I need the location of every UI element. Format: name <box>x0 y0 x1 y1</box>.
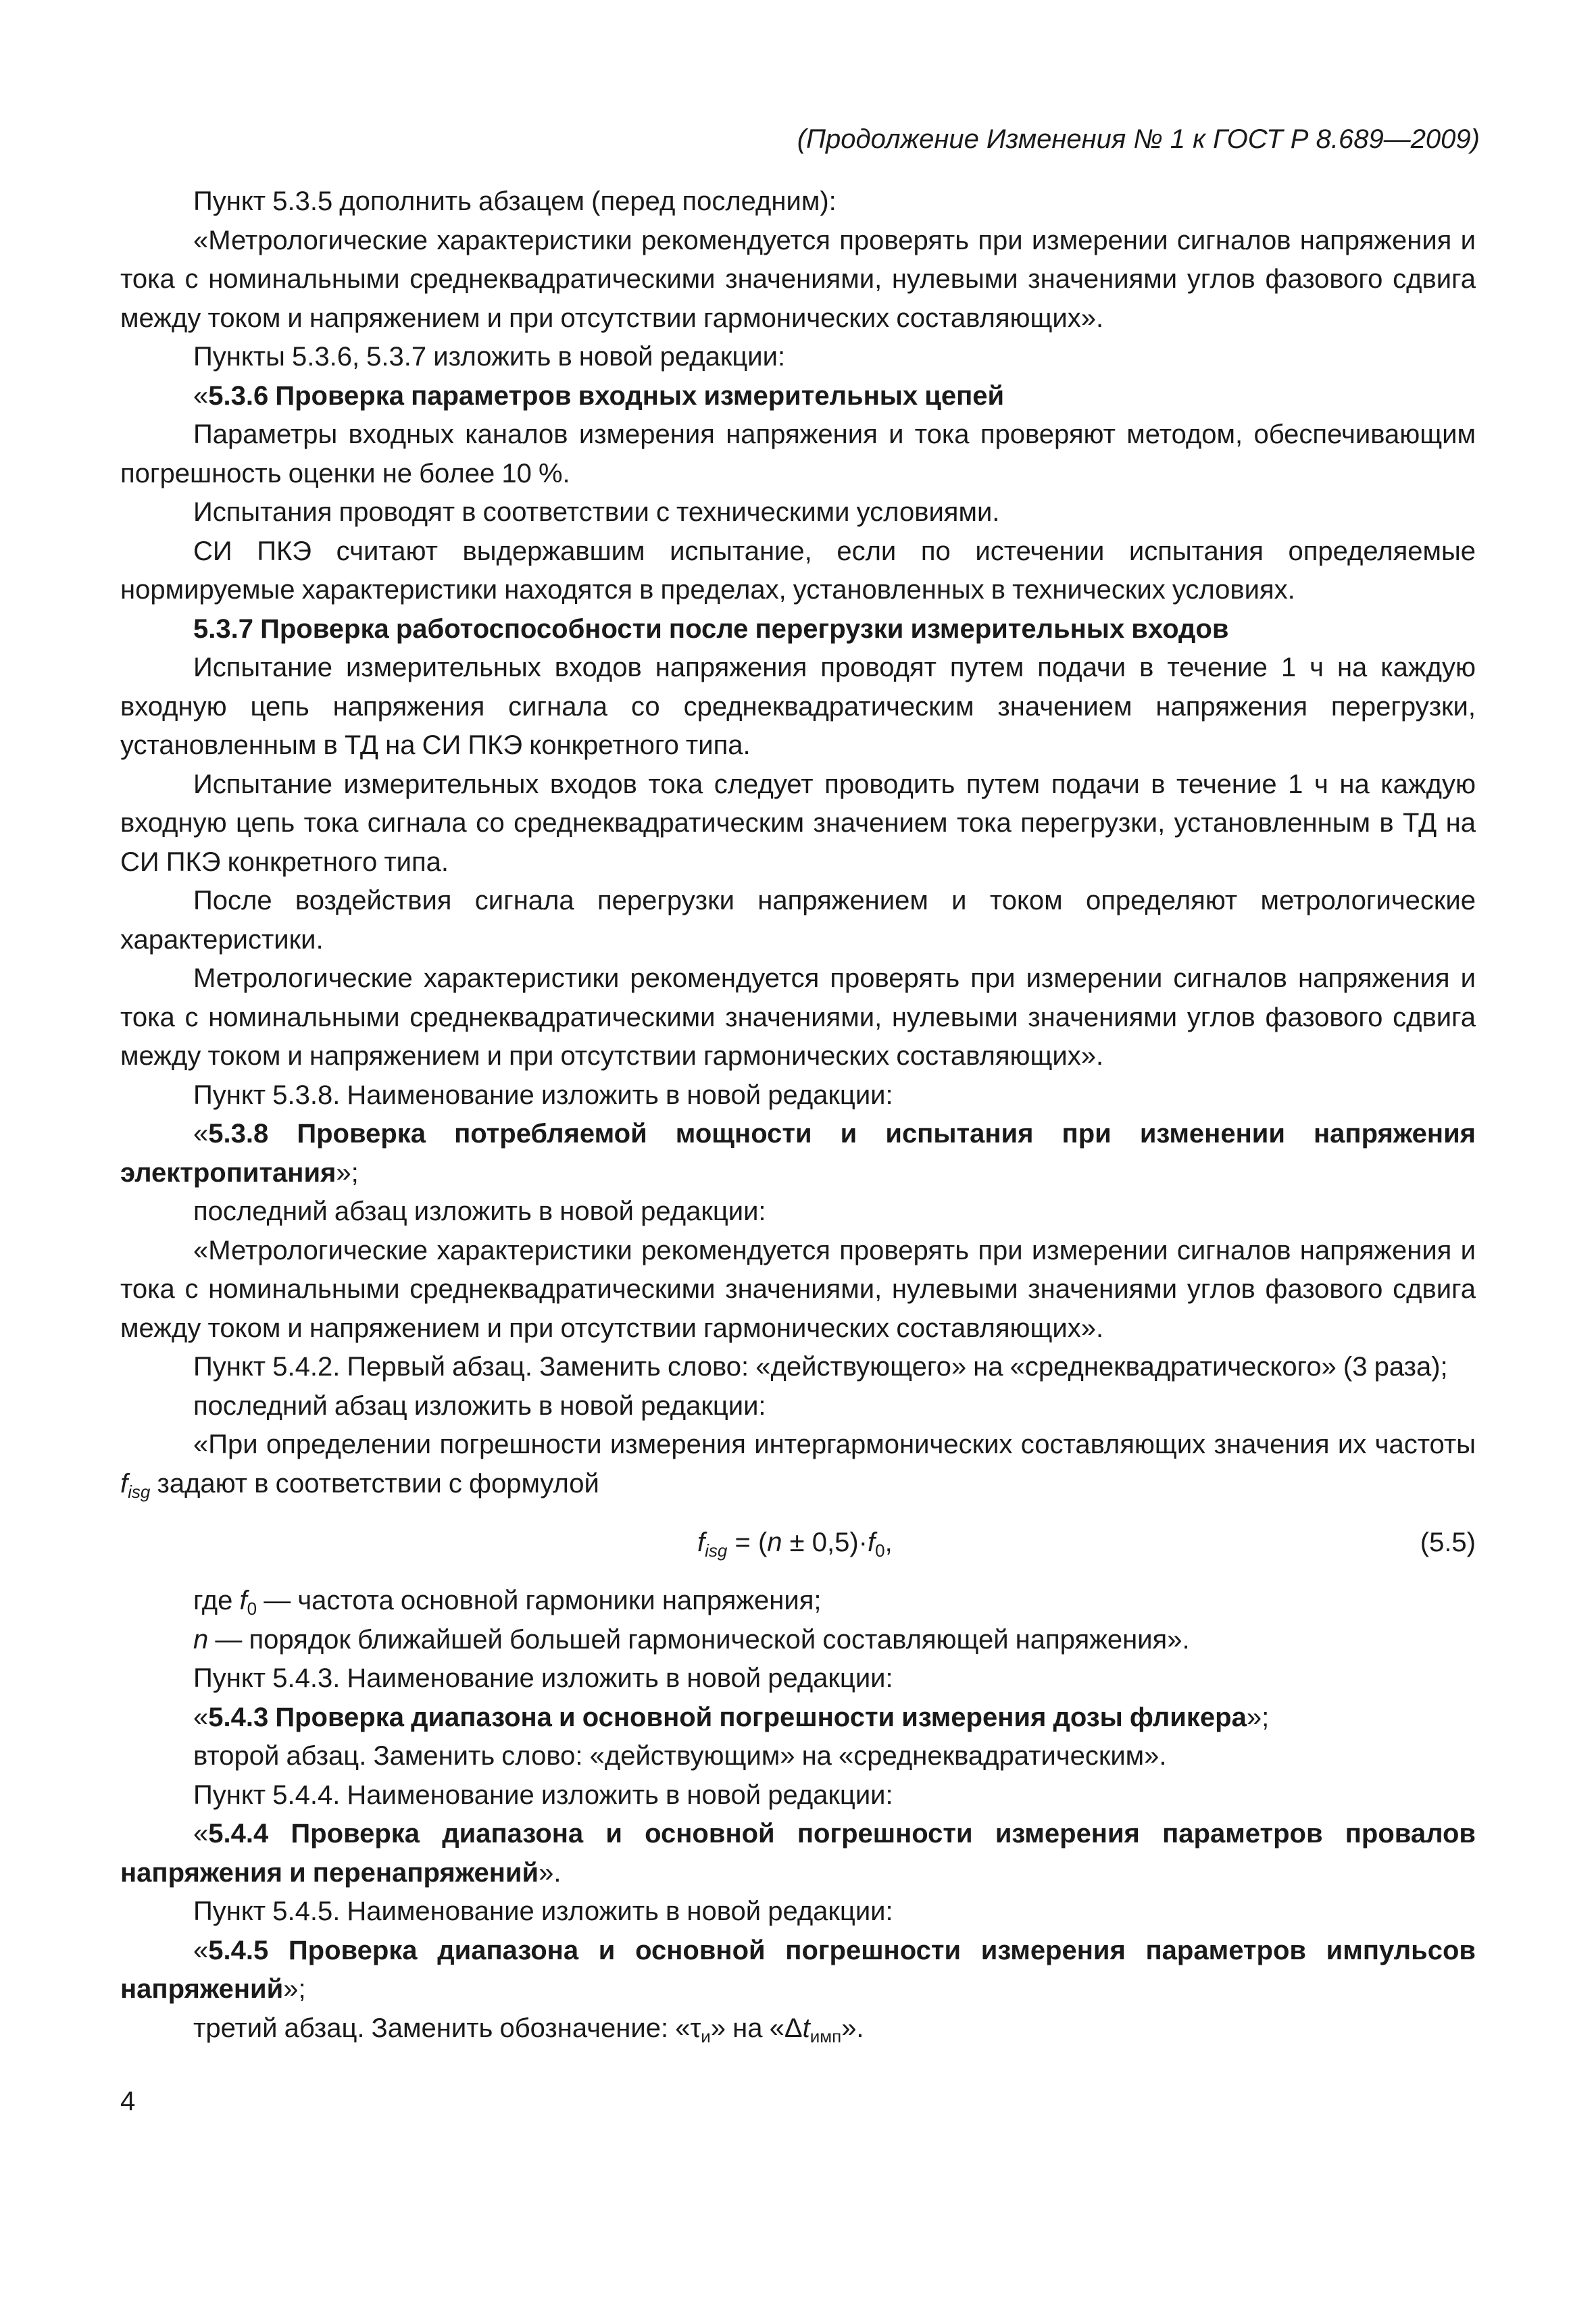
quote-mark: « <box>193 1935 209 1965</box>
symbol-n: n <box>193 1624 209 1655</box>
symbol-f: f <box>239 1586 247 1615</box>
text-run: ± 0,5)· <box>782 1528 868 1557</box>
heading-text: 5.3.8 Проверка потребляемой мощности и испытания при изменении напряжения электропитания <box>120 1119 1476 1188</box>
paragraph: Испытание измерительных входов тока следует проводить путем подачи в течение 1 ч на каждую входную цепь тока сигнала со среднеквадратическим значением тока перегрузки, установленным в ТД на СИ ПКЭ конкретного типа. <box>120 769 1476 877</box>
paragraph: Пункт 5.4.4. Наименование изложить в новой редакции: <box>193 1780 893 1810</box>
paragraph: второй абзац. Заменить слово: «действующим» на «среднеквадратическим». <box>193 1741 1167 1771</box>
quote-mark: « <box>193 1702 209 1732</box>
subscript: имп <box>809 2026 842 2046</box>
text-run: — порядок ближайшей большей гармонической составляющей напряжения». <box>208 1624 1190 1655</box>
paragraph <box>120 1582 1476 1621</box>
paragraph: Метрологические характеристики рекомендуется проверять при измерении сигналов напряжения и тока с номинальными среднеквадратическими значениями, нулевыми значениями углов фазового сдвига между током и напряжением и при отсутствии гармонических составляющих». <box>120 963 1476 1071</box>
section-heading-5-4-4 <box>120 1815 1476 1892</box>
quote-mark: « <box>193 380 209 411</box>
paragraph: Пункт 5.3.8. Наименование изложить в новой редакции: <box>193 1080 893 1110</box>
quote-mark: »; <box>283 1974 306 2004</box>
text-run: = ( <box>727 1528 768 1557</box>
text-run: , <box>884 1528 893 1557</box>
section-heading-5-4-3 <box>120 1699 1476 1738</box>
paragraph: Пункт 5.3.5 дополнить абзацем (перед последним): <box>193 186 837 216</box>
heading-text: 5.4.3 Проверка диапазона и основной погрешности измерения дозы фликера <box>208 1702 1247 1732</box>
symbol-f: f <box>867 1528 876 1557</box>
paragraph: После воздействия сигнала перегрузки напряжением и током определяют метрологические характеристики. <box>120 886 1476 955</box>
document-body <box>120 182 1476 2048</box>
text-run: где <box>193 1586 240 1615</box>
quote-mark: »; <box>336 1157 359 1188</box>
text-run: задают в соответствии с формулой <box>150 1468 599 1499</box>
text-run: «При определении погрешности измерения интергармонических составляющих значения их частоты <box>193 1430 1476 1459</box>
paragraph: последний абзац изложить в новой редакции: <box>193 1197 766 1226</box>
paragraph: «Метрологические характеристики рекомендуется проверять при измерении сигналов напряжения и тока с номинальными среднеквадратическими значениями, нулевыми значениями углов фазового сдвига между током и напряжением и при отсутствии гармонических составляющих». <box>120 1235 1476 1343</box>
text-run: — частота основной гармоники напряжения; <box>257 1586 822 1615</box>
formula-5-5 <box>120 1503 1476 1582</box>
section-heading-5-4-5 <box>120 1932 1476 2009</box>
paragraph: Испытания проводят в соответствии с техническими условиями. <box>193 497 1000 527</box>
quote-mark: « <box>193 1819 209 1848</box>
paragraph: СИ ПКЭ считают выдержавшим испытание, если по истечении испытания определяемые нормируемые характеристики находятся в пределах, установленных в технических условиях. <box>120 536 1476 605</box>
quote-mark: ». <box>539 1857 562 1888</box>
subscript: и <box>701 2026 711 2046</box>
paragraph <box>120 2009 1476 2048</box>
paragraph: Параметры входных каналов измерения напряжения и тока проверяют методом, обеспечивающим погрешность оценки не более 10 %. <box>120 420 1476 488</box>
section-heading-5-3-6 <box>120 377 1476 416</box>
paragraph: Пункт 5.4.3. Наименование изложить в новой редакции: <box>193 1663 893 1693</box>
symbol-f: f <box>697 1528 705 1557</box>
formula-number: (5.5) <box>1420 1528 1476 1557</box>
paragraph: последний абзац изложить в новой редакции: <box>193 1390 766 1421</box>
paragraph: Пункт 5.4.2. Первый абзац. Заменить слово: «действующего» на «среднеквадратического» (3 раза); <box>193 1352 1448 1382</box>
heading-text: 5.4.5 Проверка диапазона и основной погрешности измерения параметров импульсов напряжений <box>120 1935 1476 2004</box>
paragraph: Пункт 5.4.5. Наименование изложить в новой редакции: <box>193 1896 893 1926</box>
page-number: 4 <box>120 2086 136 2116</box>
quote-mark: »; <box>1246 1702 1270 1732</box>
subscript: isg <box>705 1540 728 1561</box>
running-header: (Продолжение Изменения № 1 к ГОСТ Р 8.689—2009) <box>797 124 1480 154</box>
paragraph: «Метрологические характеристики рекомендуется проверять при измерении сигналов напряжения и тока с номинальными среднеквадратическими значениями, нулевыми значениями углов фазового сдвига между током и напряжением и при отсутствии гармонических составляющих». <box>120 225 1476 333</box>
section-heading-5-3-7: 5.3.7 Проверка работоспособности после перегрузки измерительных входов <box>193 613 1229 644</box>
subscript: 0 <box>875 1540 885 1561</box>
symbol-n: n <box>767 1528 782 1557</box>
text-run: третий абзац. Заменить обозначение: «τ <box>193 2013 701 2043</box>
symbol-f: f <box>120 1468 128 1499</box>
paragraph: Испытание измерительных входов напряжения проводят путем подачи в течение 1 ч на каждую входную цепь напряжения сигнала со среднеквадратическим значением напряжения перегрузки, установленным в ТД на СИ ПКЭ конкретного типа. <box>120 653 1476 760</box>
symbol-t: t <box>802 2013 810 2043</box>
subscript: isg <box>128 1481 151 1502</box>
section-heading-5-3-8 <box>120 1115 1476 1192</box>
text-run: ». <box>841 2013 864 2043</box>
subscript: 0 <box>247 1599 257 1619</box>
heading-text: 5.3.6 Проверка параметров входных измерительных цепей <box>208 380 1005 411</box>
quote-mark: « <box>193 1119 209 1149</box>
paragraph: Пункты 5.3.6, 5.3.7 изложить в новой редакции: <box>193 342 786 372</box>
formula-expression <box>697 1524 893 1563</box>
heading-text: 5.4.4 Проверка диапазона и основной погрешности измерения параметров провалов напряжения и перенапряжений <box>120 1819 1476 1888</box>
paragraph <box>120 1426 1476 1503</box>
text-run: » на «Δ <box>710 2013 803 2043</box>
paragraph <box>120 1621 1476 1660</box>
